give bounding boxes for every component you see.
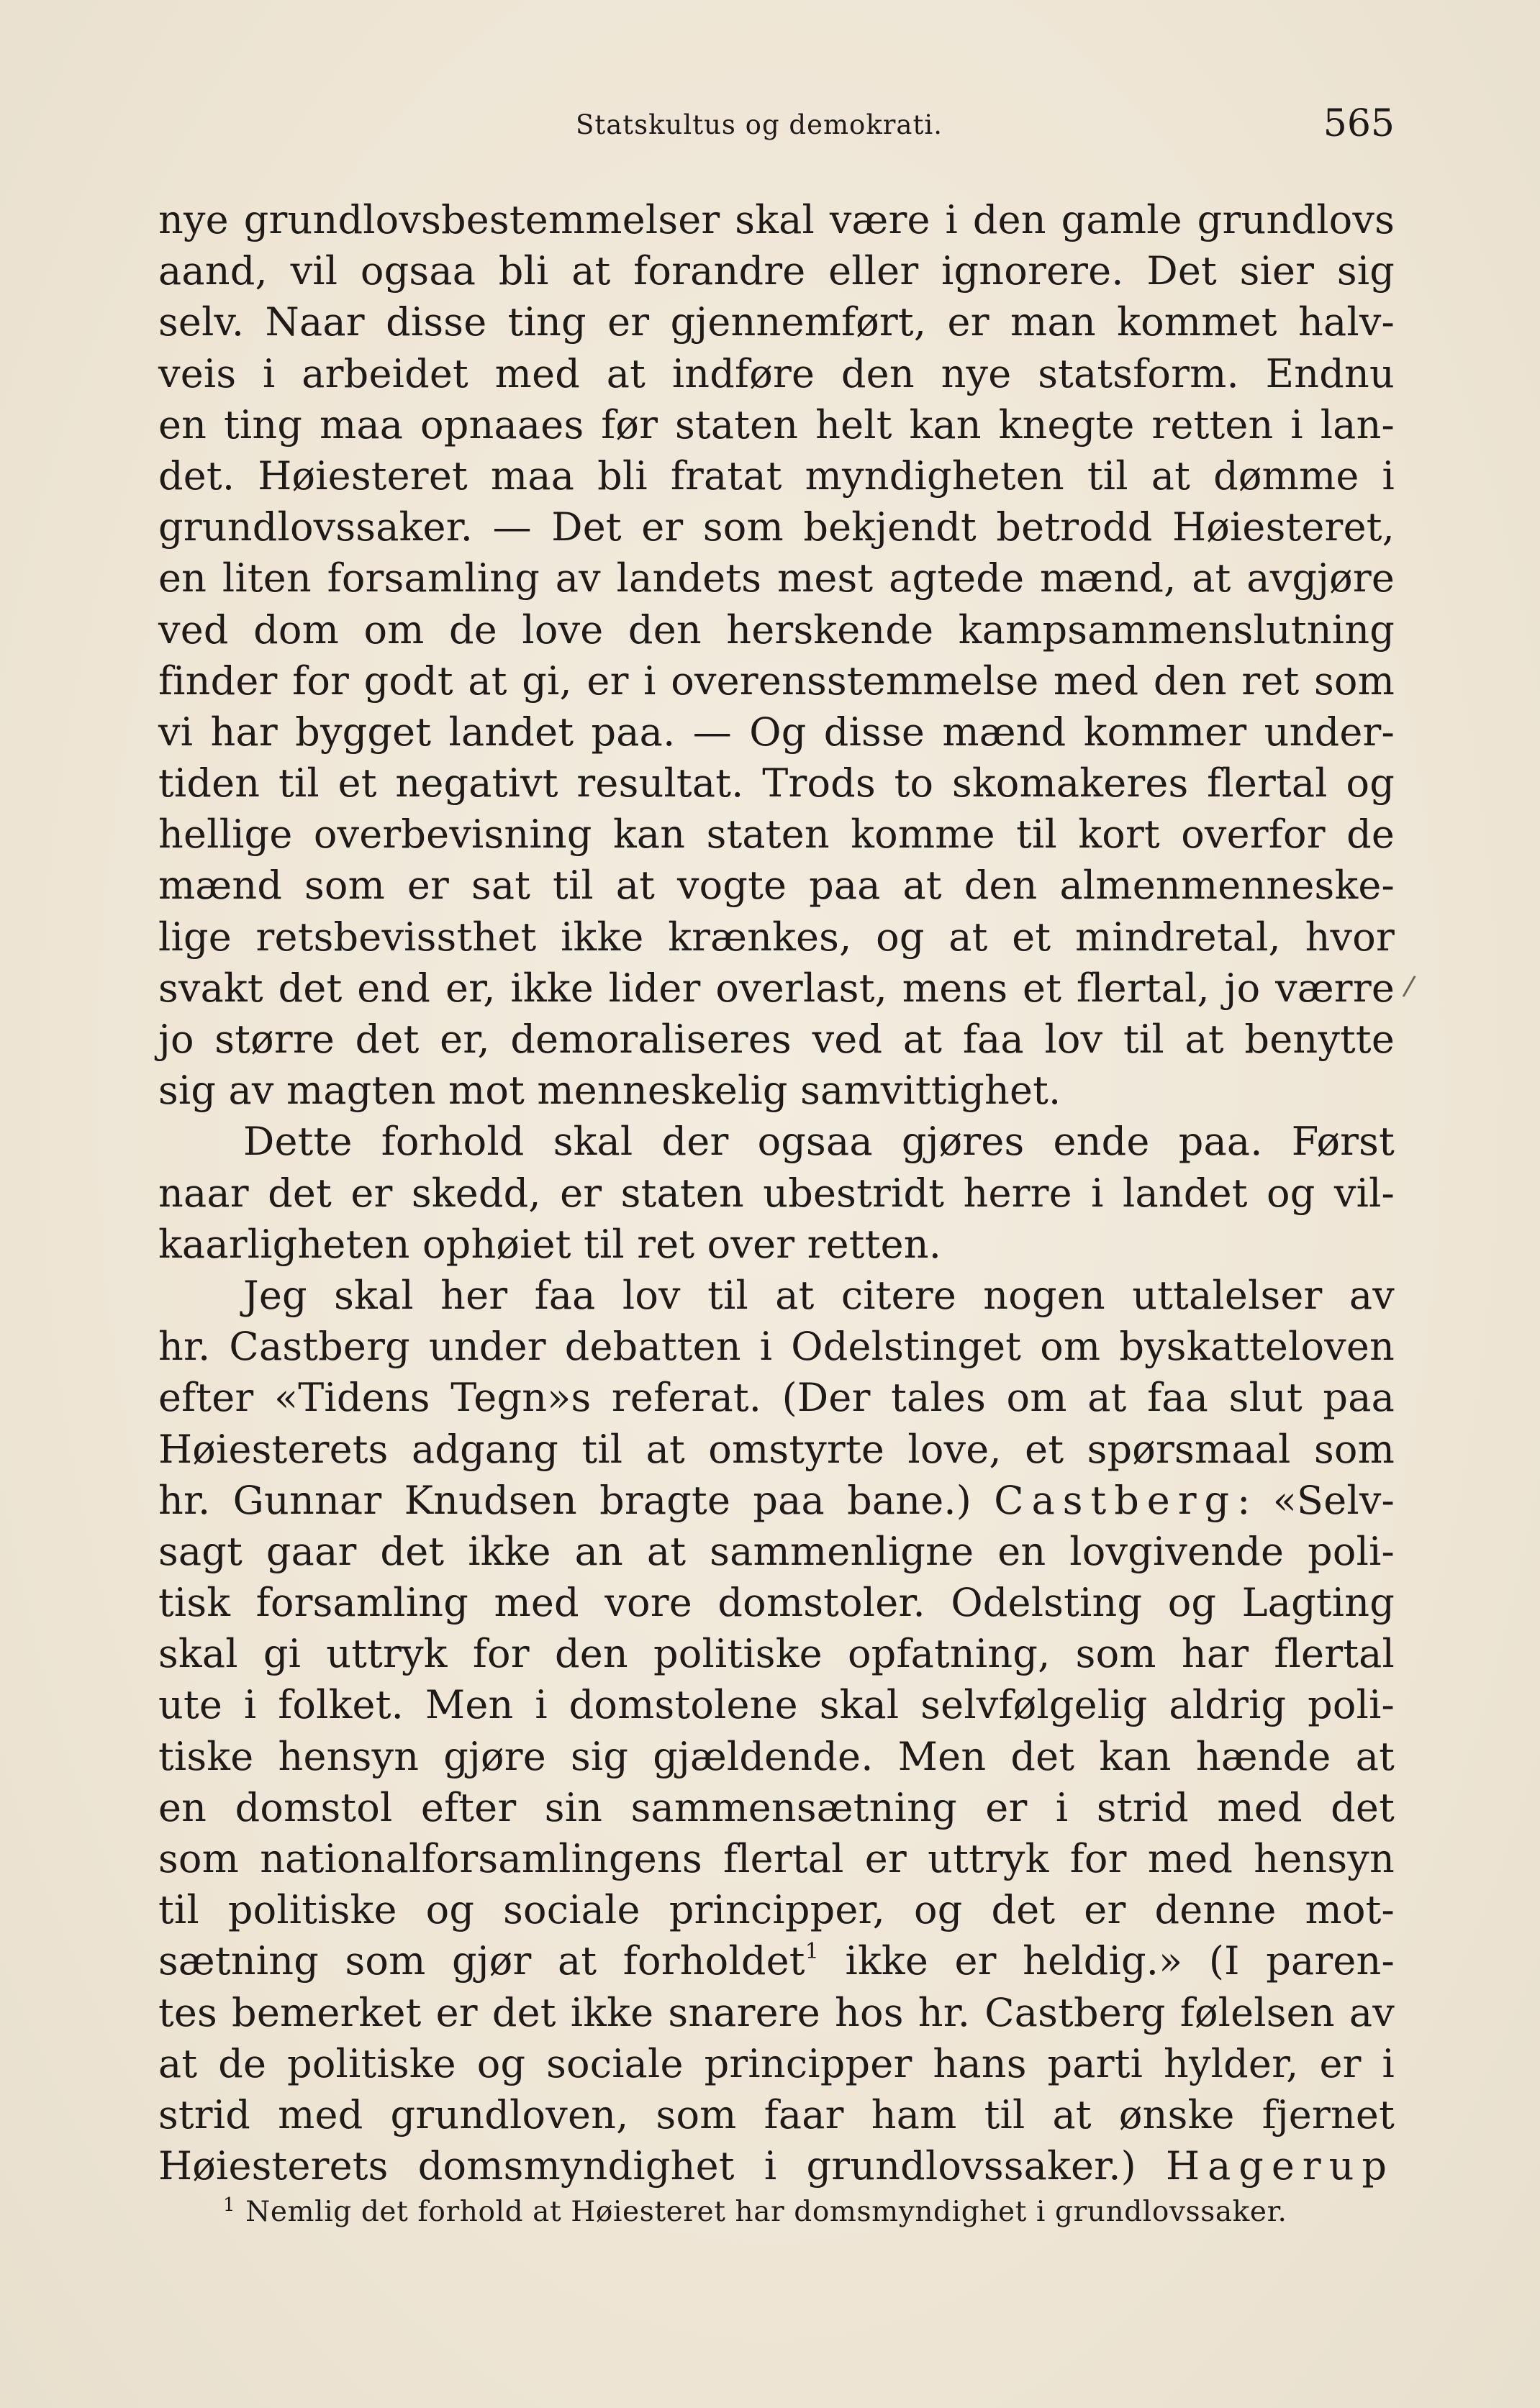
text-line [158,1935,1395,1986]
text-line: ute i folket. Men i domstolene skal selvfølgelig aldrig poli- [158,1682,1395,1728]
footnote-text: Nemlig det forhold at Høiesteret har domsmyndighet i grundlovssaker. [245,2196,1287,2228]
text-line: Høiesterets adgang til at omstyrte love, et spørsmaal som [158,1426,1395,1472]
text-line: selv. Naar disse ting er gjennemført, er man kommet halv- [158,299,1395,345]
text-line: efter «Tidens Tegn»s referat. (Der tales om at faa slut paa [158,1375,1395,1421]
text-line: det. Høiesteret maa bli fratat myndigheten til at dømme i [158,453,1395,499]
text-line: veis i arbeidet med at indføre den nye statsform. Endnu [158,350,1395,396]
footnote-marker: 1 [223,2194,236,2216]
text-line: tes bemerket er det ikke snarere hos hr. Castberg følelsen av [158,1989,1395,2035]
footnote [223,2194,1396,2230]
text-line: finder for godt at gi, er i overensstemmelse med den ret som [158,658,1395,704]
text-segment: hr. Gunnar Knudsen bragte paa bane.) [158,1477,972,1523]
text-line: ved dom om de love den herskende kampsammenslutning [158,606,1395,653]
text-segment: ikke er heldig.» (I paren- [818,1938,1395,1984]
footnote-reference: 1 [805,1939,819,1965]
text-line [158,1475,1395,1526]
running-title: Statskultus og demokrati. [576,109,943,140]
text-line: jo større det er, demoraliseres ved at faa lov til at benytte [158,1017,1395,1062]
text-line: Dette forhold skal der ogsaa gjøres ende paa. Først [243,1119,1395,1165]
text-line: aand, vil ogsaa bli at forandre eller ignorere. Det sier sig [158,248,1395,294]
page-header [158,102,1395,153]
text-line [158,2140,1395,2191]
speaker-name: Hagerup [1166,2143,1395,2189]
text-line: svakt det end er, ikke lider overlast, mens et flertal, jo værre [158,965,1395,1011]
text-line: tiden til et negativt resultat. Trods to skomakeres flertal og [158,760,1395,807]
text-segment: Høiesterets domsmyndighet i grundlovssaker.) [158,2143,1136,2189]
margin-pencil-mark: / [1401,969,1418,1002]
text-line: naar det er skedd, er staten ubestridt herre i landet og vil- [158,1170,1395,1216]
text-line: at de politiske og sociale principper hans parti hylder, er i [158,2040,1395,2086]
text-line: grundlovssaker. — Det er som bekjendt betrodd Høiesteret, [158,504,1395,550]
text-line: sagt gaar det ikke an at sammenligne en lovgivende poli- [158,1528,1395,1574]
text-line: sig av magten mot menneskelig samvittighet. [158,1068,1061,1114]
text-line: en liten forsamling av landets mest agtede mænd, at avgjøre [158,555,1395,601]
body-text [158,194,1395,2191]
page-number: 565 [1323,102,1395,145]
text-line: hellige overbevisning kan staten komme til kort overfor de [158,812,1395,858]
text-line: vi har bygget landet paa. — Og disse mænd kommer under- [158,709,1395,755]
text-line: hr. Castberg under debatten i Odelstinget om byskatteloven [158,1324,1395,1370]
text-line: som nationalforsamlingens flertal er uttryk for med hensyn [158,1836,1395,1881]
text-line: en ting maa opnaaes før staten helt kan knegte retten i lan- [158,401,1395,447]
text-line: nye grundlovsbestemmelser skal være i den gamle grundlovs [158,197,1395,242]
text-line: kaarligheten ophøiet til ret over retten. [158,1221,942,1267]
text-line: tisk forsamling med vore domstoler. Odelsting og Lagting [158,1580,1395,1626]
text-line: mænd som er sat til at vogte paa at den almenmenneske- [158,863,1395,909]
text-line: lige retsbevissthet ikke krænkes, og at et mindretal, hvor [158,914,1395,960]
text-line: strid med grundloven, som faar ham til at ønske fjernet [158,2091,1395,2137]
text-line: til politiske og sociale principper, og det er denne mot- [158,1887,1395,1933]
text-segment: : «Selv- [1237,1477,1395,1523]
text-segment: sætning som gjør at forholdet [158,1938,805,1984]
text-line: en domstol efter sin sammensætning er i strid med det [158,1784,1395,1830]
speaker-name: Castberg [994,1477,1238,1523]
text-line: Jeg skal her faa lov til at citere nogen uttalelser av [243,1272,1395,1318]
text-line: tiske hensyn gjøre sig gjældende. Men det kan hænde at [158,1733,1395,1779]
text-line: skal gi uttryk for den politiske opfatning, som har flertal [158,1631,1395,1677]
